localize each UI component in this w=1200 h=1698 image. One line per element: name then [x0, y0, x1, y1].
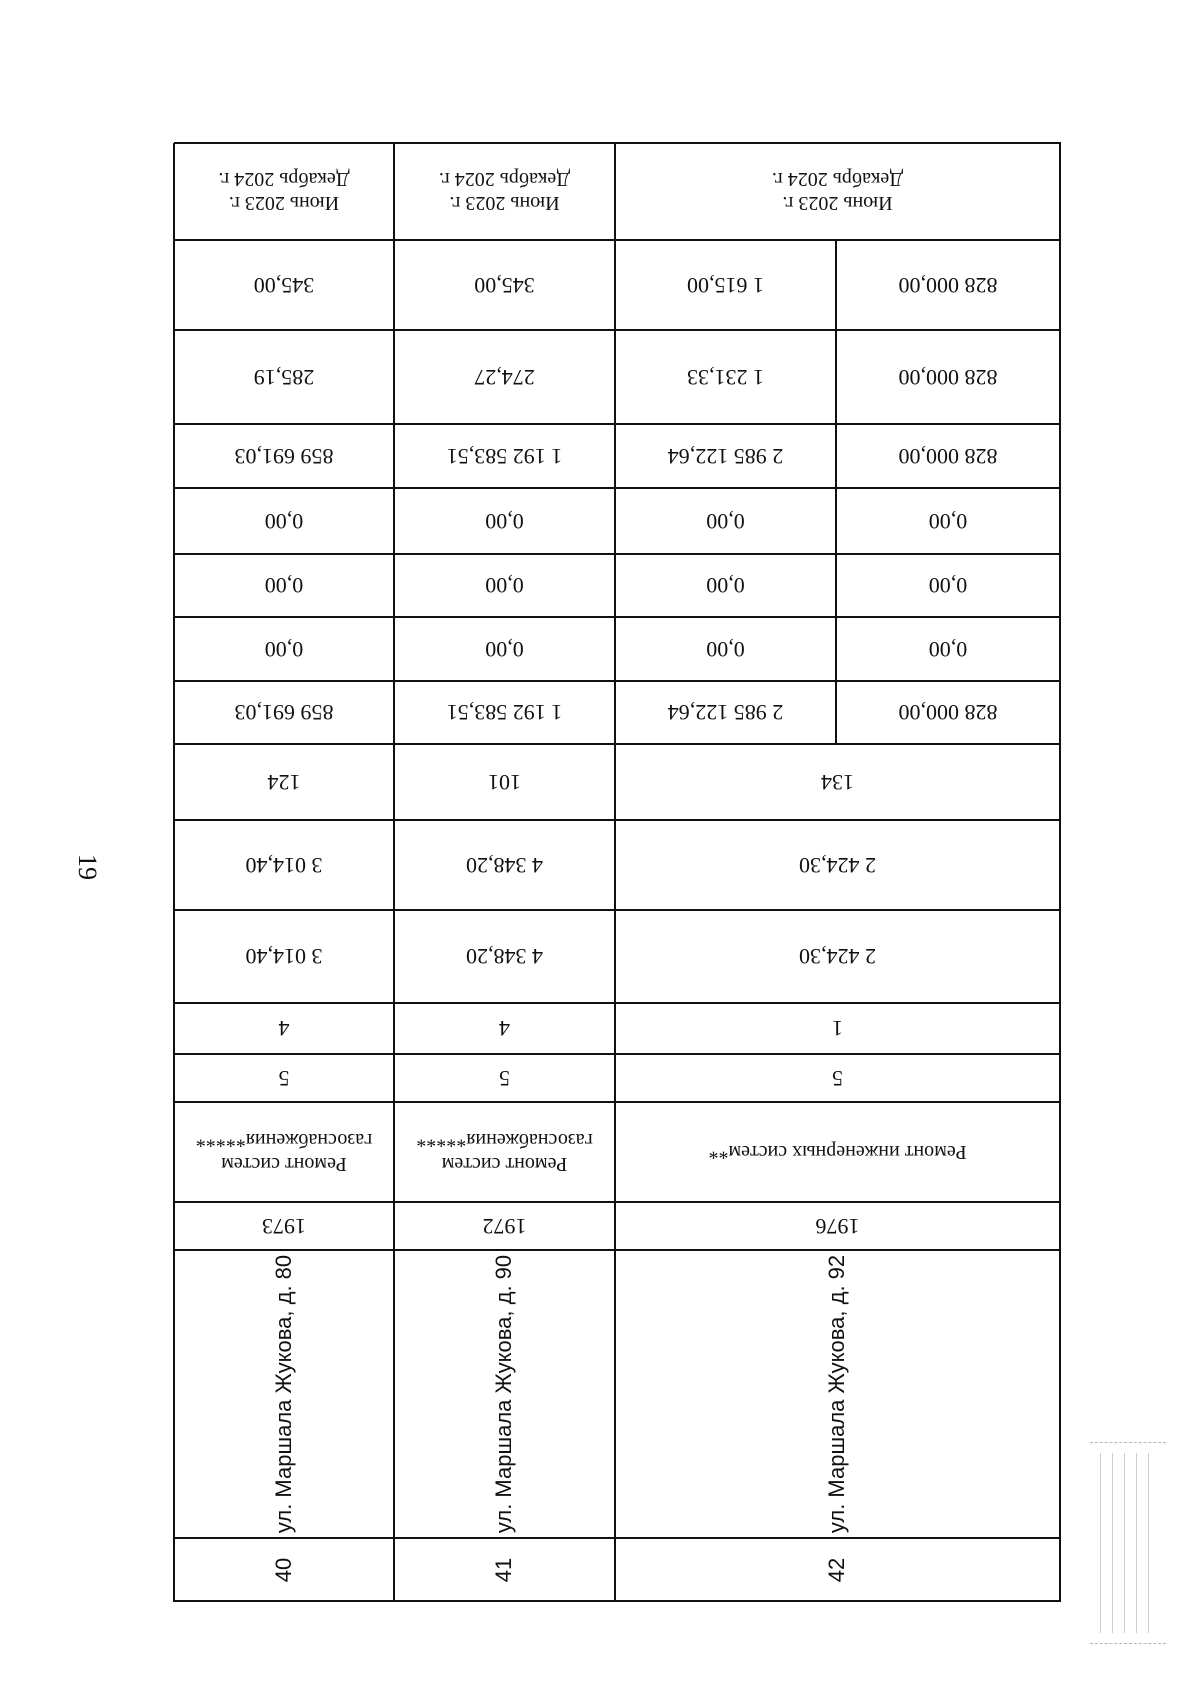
cell-row41-address-wrap — [394, 1250, 615, 1538]
cell-row41-z3: 0,00 — [485, 509, 524, 534]
cell-row40-address-wrap — [174, 1250, 394, 1538]
cell-row42-address-wrap — [615, 1250, 1060, 1538]
certification-stamp — [1090, 1442, 1166, 1644]
cell-row42-year: 1976 — [815, 1214, 860, 1239]
stamp-line — [1124, 1453, 1125, 1633]
cell-row41-a1: 4 348,20 — [466, 944, 543, 970]
cell-row42-r2b: 828 000,00 — [898, 273, 998, 298]
cell-row42-v1: 1 — [832, 1016, 843, 1042]
cell-row42-no: 42 — [824, 1557, 850, 1582]
cell-row41-v5: 5 — [499, 1066, 510, 1091]
stamp-line — [1100, 1453, 1101, 1633]
cell-row42-v5: 5 — [832, 1066, 843, 1091]
cell-row40-s1: 859 691,03 — [234, 700, 334, 726]
cell-row40-s2: 859 691,03 — [234, 444, 334, 469]
stamp-line — [1136, 1453, 1137, 1633]
cell-row42-no-wrap — [615, 1538, 1060, 1601]
cell-row40-no: 40 — [270, 1557, 296, 1582]
cell-row41-v4: 4 — [499, 1016, 510, 1042]
cell-row41-r1: 274,27 — [474, 365, 535, 390]
cell-row40-z2: 0,00 — [264, 573, 304, 599]
cell-row42-z1b: 0,00 — [928, 637, 968, 662]
cell-row42-n: 134 — [821, 770, 854, 795]
cell-row41-s2: 1 192 583,51 — [446, 444, 563, 469]
cell-row42-address: ул. Маршала Жукова, д. 92 — [824, 1254, 850, 1534]
cell-row40-v5: 5 — [278, 1066, 290, 1091]
cell-row40-r2: 345,00 — [253, 273, 315, 298]
cell-row40-address: ул. Маршала Жукова, д. 80 — [271, 1254, 296, 1534]
cell-row40-z3: 0,00 — [264, 509, 304, 534]
cell-row42-a1: 2 424,30 — [799, 944, 876, 970]
cell-row42-s2b: 828 000,00 — [898, 444, 998, 469]
cell-row41-a2: 4 348,20 — [466, 853, 543, 878]
cell-row41-address: ул. Маршала Жукова, д. 90 — [491, 1254, 517, 1534]
cell-row42-a2: 2 424,30 — [799, 853, 876, 878]
cell-row42-z3b: 0,00 — [928, 509, 968, 534]
cell-row42-z1a: 0,00 — [706, 637, 745, 662]
cell-row40-z1: 0,00 — [264, 637, 304, 662]
cell-row42-work: Ремонт инженерных систем** — [708, 1141, 967, 1163]
header-cell-col2: Июнь 2023 г. Декабрь 2024 г. — [438, 168, 571, 215]
cell-row40-v4: 4 — [278, 1016, 290, 1042]
cell-row41-r2: 345,00 — [474, 273, 535, 298]
cell-row41-z1: 0,00 — [485, 637, 524, 662]
header-cell-col1: Июнь 2023 г. Декабрь 2024 г. — [218, 168, 350, 215]
cell-row41-year: 1972 — [482, 1214, 527, 1239]
cell-row40-work: Ремонт систем газоснабжения***** — [195, 1129, 373, 1175]
cell-row42-r1a: 1 231,33 — [687, 365, 764, 390]
cell-row42-z2b: 0,00 — [928, 573, 968, 599]
page-number: 19 — [73, 854, 102, 880]
header-cell-col3: Июнь 2023 г. Декабрь 2024 г. — [771, 168, 904, 215]
cell-row41-z2: 0,00 — [485, 573, 524, 599]
cell-row40-n: 124 — [267, 770, 301, 795]
stamp-line — [1148, 1453, 1149, 1633]
cell-row42-z2a: 0,00 — [706, 573, 745, 599]
cell-row42-s1a: 2 985 122,64 — [667, 700, 784, 726]
cell-row42-r1b: 828 000,00 — [898, 365, 998, 390]
cell-row40-a1: 3 014,40 — [245, 944, 323, 970]
stamp-line — [1112, 1453, 1113, 1633]
cell-row42-s1b: 828 000,00 — [898, 700, 998, 726]
cell-row41-s1: 1 192 583,51 — [446, 700, 563, 726]
cell-row40-year: 1973 — [262, 1214, 306, 1239]
cell-row42-r2a: 1 615,00 — [687, 273, 764, 298]
cell-row41-no-wrap — [394, 1538, 615, 1601]
cell-row42-z3a: 0,00 — [706, 509, 745, 534]
cell-row42-s2a: 2 985 122,64 — [667, 444, 784, 469]
cell-row41-n: 101 — [488, 770, 521, 795]
cell-row40-no-wrap — [174, 1538, 394, 1601]
cell-row41-no: 41 — [491, 1557, 517, 1582]
cell-row41-work: Ремонт систем газоснабжения***** — [416, 1129, 593, 1175]
cell-row40-r1: 285,19 — [253, 365, 315, 390]
cell-row40-a2: 3 014,40 — [245, 853, 323, 878]
